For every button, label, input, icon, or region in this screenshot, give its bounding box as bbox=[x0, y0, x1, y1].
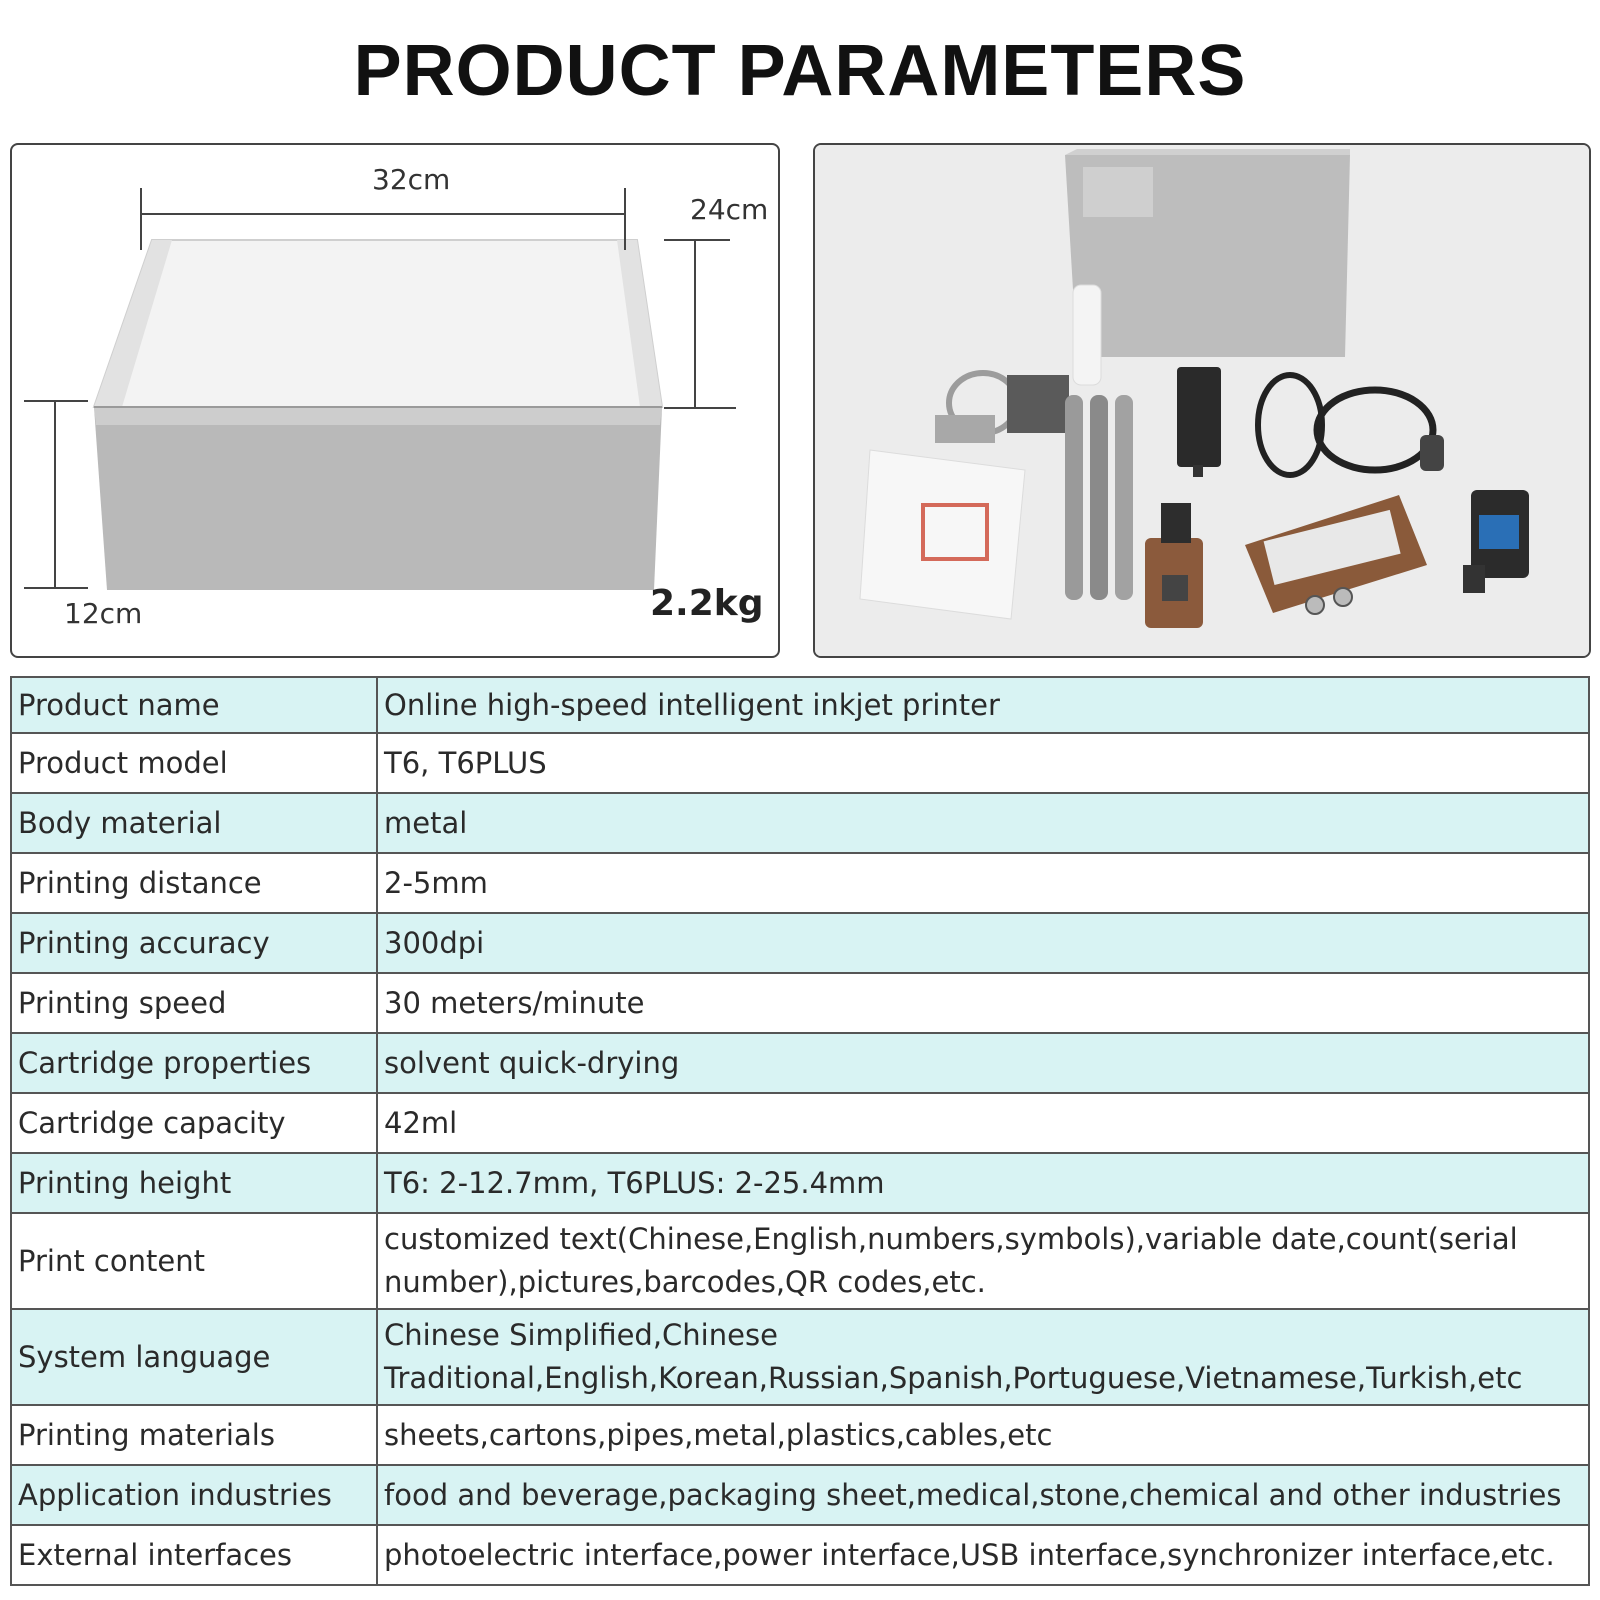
param-label: Product model bbox=[11, 733, 377, 793]
package-box-illustration bbox=[12, 145, 778, 656]
param-value: food and beverage,packaging sheet,medical,stone,chemical and other industries bbox=[377, 1465, 1589, 1525]
param-value: 30 meters/minute bbox=[377, 973, 1589, 1033]
parameters-table bbox=[10, 676, 1590, 1586]
param-label: External interfaces bbox=[11, 1525, 377, 1585]
weight-label: 2.2kg bbox=[650, 583, 764, 624]
width-label: 32cm bbox=[372, 163, 451, 196]
table-row bbox=[11, 1213, 1589, 1309]
depth-dimension-line bbox=[54, 400, 56, 589]
table-row bbox=[11, 733, 1589, 793]
param-label: Printing materials bbox=[11, 1405, 377, 1465]
product-contents-photo bbox=[813, 143, 1591, 658]
width-dimension-tick-right bbox=[624, 188, 626, 250]
table-row bbox=[11, 1465, 1589, 1525]
width-dimension-line bbox=[140, 213, 626, 215]
param-label: Print content bbox=[11, 1213, 377, 1309]
table-row bbox=[11, 1309, 1589, 1405]
param-label: Printing speed bbox=[11, 973, 377, 1033]
width-dimension-tick-left bbox=[140, 188, 142, 250]
table-row bbox=[11, 1093, 1589, 1153]
depth-label: 12cm bbox=[64, 597, 143, 630]
package-dimensions-panel bbox=[10, 143, 780, 658]
depth-dimension-tick-bottom bbox=[24, 587, 88, 589]
height-label: 24cm bbox=[690, 193, 769, 226]
param-label: System language bbox=[11, 1309, 377, 1405]
param-label: Cartridge properties bbox=[11, 1033, 377, 1093]
param-label: Printing accuracy bbox=[11, 913, 377, 973]
param-value: 300dpi bbox=[377, 913, 1589, 973]
table-row bbox=[11, 793, 1589, 853]
param-value: customized text(Chinese,English,numbers,symbols),variable date,count(serial number),pictures,barcodes,QR codes,etc. bbox=[377, 1213, 1589, 1309]
product-contents-illustration bbox=[815, 145, 1589, 656]
table-row bbox=[11, 1033, 1589, 1093]
height-dimension-tick-bottom bbox=[664, 407, 736, 409]
param-value: sheets,cartons,pipes,metal,plastics,cables,etc bbox=[377, 1405, 1589, 1465]
param-value: 2-5mm bbox=[377, 853, 1589, 913]
param-value: Online high-speed intelligent inkjet printer bbox=[377, 677, 1589, 733]
height-dimension-line bbox=[694, 239, 696, 407]
param-value: solvent quick-drying bbox=[377, 1033, 1589, 1093]
table-row bbox=[11, 677, 1589, 733]
param-label: Application industries bbox=[11, 1465, 377, 1525]
param-label: Printing distance bbox=[11, 853, 377, 913]
page-title: PRODUCT PARAMETERS bbox=[353, 31, 1247, 111]
depth-dimension-tick-top bbox=[24, 400, 88, 402]
param-value: photoelectric interface,power interface,USB interface,synchronizer interface,etc. bbox=[377, 1525, 1589, 1585]
table-row bbox=[11, 973, 1589, 1033]
table-row bbox=[11, 1405, 1589, 1465]
table-row bbox=[11, 913, 1589, 973]
param-label: Cartridge capacity bbox=[11, 1093, 377, 1153]
param-value: metal bbox=[377, 793, 1589, 853]
param-value: 42ml bbox=[377, 1093, 1589, 1153]
param-value: T6: 2-12.7mm, T6PLUS: 2-25.4mm bbox=[377, 1153, 1589, 1213]
param-value: T6, T6PLUS bbox=[377, 733, 1589, 793]
param-label: Body material bbox=[11, 793, 377, 853]
height-dimension-tick-top bbox=[664, 239, 730, 241]
table-row bbox=[11, 853, 1589, 913]
param-label: Product name bbox=[11, 677, 377, 733]
table-row bbox=[11, 1525, 1589, 1585]
table-row bbox=[11, 1153, 1589, 1213]
param-label: Printing height bbox=[11, 1153, 377, 1213]
param-value: Chinese Simplified,Chinese Traditional,English,Korean,Russian,Spanish,Portuguese,Vietnamese,Turkish,etc bbox=[377, 1309, 1589, 1405]
